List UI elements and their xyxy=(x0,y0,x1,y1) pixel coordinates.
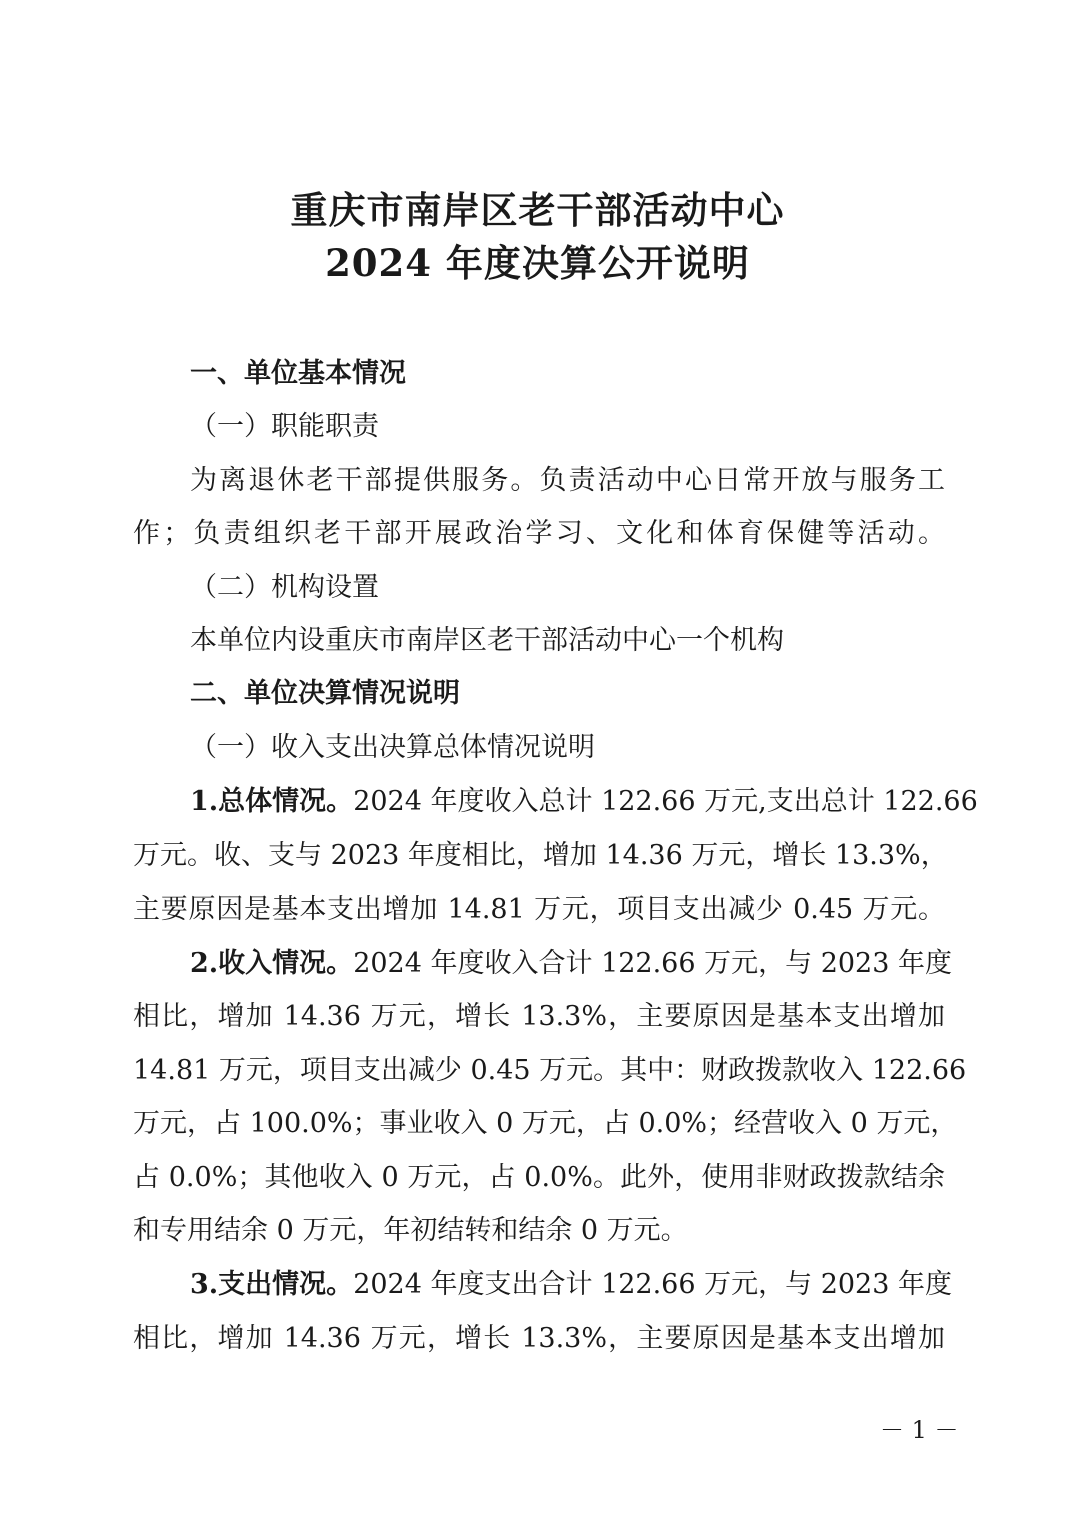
document-title-line2: 2024 年度决算公开说明 xyxy=(325,241,750,285)
section2-sub1-heading: （一）收入支出决算总体情况说明 xyxy=(190,732,595,763)
paragraph-line: 主要原因是基本支出增加 14.81 万元，项目支出减少 0.45 万元。 xyxy=(133,894,945,925)
paragraph-line: 14.81 万元，项目支出减少 0.45 万元。其中：财政拨款收入 122.66 xyxy=(133,1055,967,1086)
paragraph-line xyxy=(190,1269,952,1300)
paragraph-line: 和专用结余 0 万元，年初结转和结余 0 万元。 xyxy=(133,1215,688,1246)
paragraph-line xyxy=(190,948,952,979)
section1-sub1-heading: （一）职能职责 xyxy=(190,411,379,442)
page-number: － 1 － xyxy=(880,1416,959,1444)
paragraph-line: 为离退休老干部提供服务。负责活动中心日常开放与服务工 xyxy=(190,465,945,496)
section1-heading: 一、单位基本情况 xyxy=(190,358,406,389)
paragraph-line: 占 0.0%；其他收入 0 万元，占 0.0%。此外，使用非财政拨款结余 xyxy=(133,1162,945,1193)
paragraph-line: 万元。收、支与 2023 年度相比，增加 14.36 万元，增长 13.3%， xyxy=(133,840,948,871)
section1-sub2-heading: （二）机构设置 xyxy=(190,572,379,603)
paragraph-line: 万元，占 100.0%；事业收入 0 万元，占 0.0%；经营收入 0 万元， xyxy=(133,1108,958,1139)
item2-first-line: 2024 年度收入合计 122.66 万元，与 2023 年度 xyxy=(353,948,952,979)
paragraph-line: 作；负责组织老干部开展政治学习、文化和体育保健等活动。 xyxy=(133,518,945,549)
paragraph-line: 相比，增加 14.36 万元，增长 13.3%，主要原因是基本支出增加 xyxy=(133,1323,945,1354)
paragraph-line: 本单位内设重庆市南岸区老干部活动中心一个机构 xyxy=(190,625,784,656)
item3-first-line: 2024 年度支出合计 122.66 万元，与 2023 年度 xyxy=(353,1269,952,1300)
item3-label: 3.支出情况。 xyxy=(190,1269,354,1300)
paragraph-line: 相比，增加 14.36 万元，增长 13.3%，主要原因是基本支出增加 xyxy=(133,1001,945,1032)
item1-label: 1.总体情况。 xyxy=(190,786,354,817)
document-title-line1: 重庆市南岸区老干部活动中心 xyxy=(290,188,785,232)
section2-heading: 二、单位决算情况说明 xyxy=(190,678,460,709)
item2-label: 2.收入情况。 xyxy=(190,948,354,979)
paragraph-line xyxy=(190,786,978,817)
item1-first-line: 2024 年度收入总计 122.66 万元,支出总计 122.66 xyxy=(353,786,978,817)
